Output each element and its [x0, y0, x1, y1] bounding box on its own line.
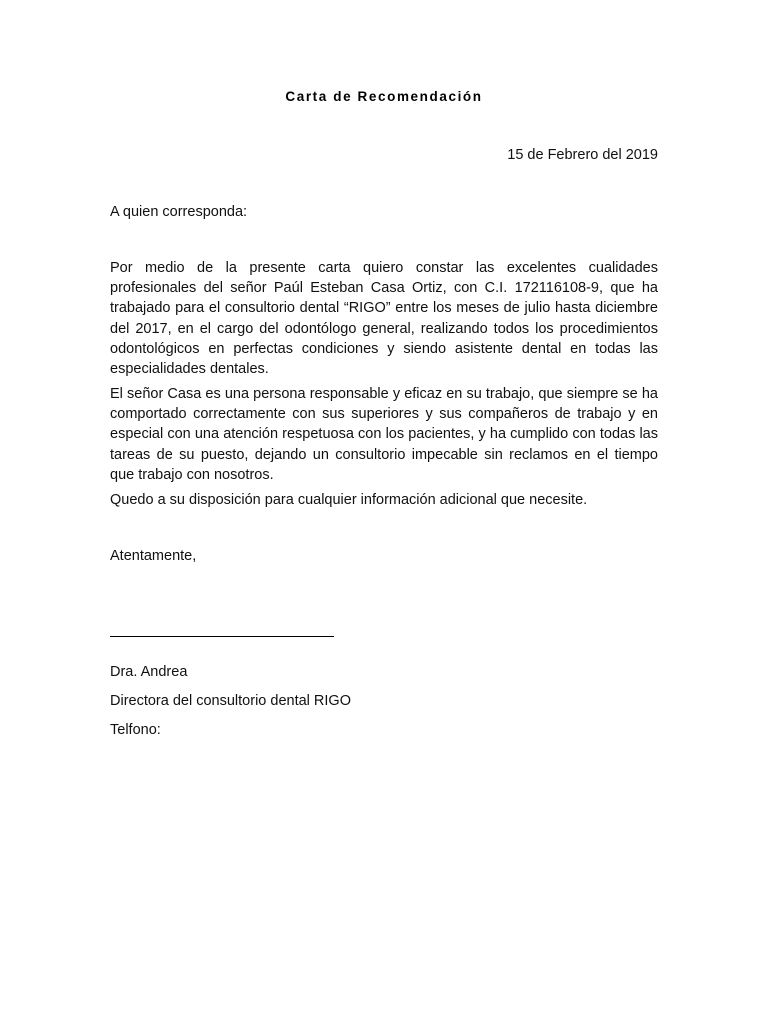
letter-closing: Atentamente, [110, 548, 197, 564]
letter-paragraph: Quedo a su disposición para cualquier información adicional que necesite. [110, 492, 588, 508]
letter-paragraph: El señor Casa es una persona responsable y eficaz en su trabajo, que siempre se ha comportado correctamente con sus superiores y sus compañeros de trabajo y en especial con una atención respetuosa con los pacientes, y ha cumplido con todas las tareas de su puesto, dejando un consultorio impecable sin reclamos en el tiempo que trabajo con nosotros. [110, 386, 658, 483]
letter-paragraph: Por medio de la presente carta quiero constar las excelentes cualidades profesionales del señor Paúl Esteban Casa Ortiz, con C.I. 172116108-9, que ha trabajado para el consultorio dental “RIGO” entre los meses de julio hasta diciembre del 2017, en el cargo del odontólogo general, realizando todos los procedimientos odontológicos en perfectas condiciones y siendo asistente dental en todas las especialidades dentales. [110, 260, 658, 378]
signer-phone-label: Telfono: [110, 722, 161, 738]
letter-title: Carta de Recomendación [285, 89, 483, 104]
signer-role: Directora del consultorio dental RIGO [110, 693, 351, 709]
letter-date: 15 de Febrero del 2019 [507, 147, 658, 163]
signature-line [110, 636, 334, 637]
signer-name: Dra. Andrea [110, 664, 188, 680]
letter-salutation: A quien corresponda: [110, 204, 248, 220]
